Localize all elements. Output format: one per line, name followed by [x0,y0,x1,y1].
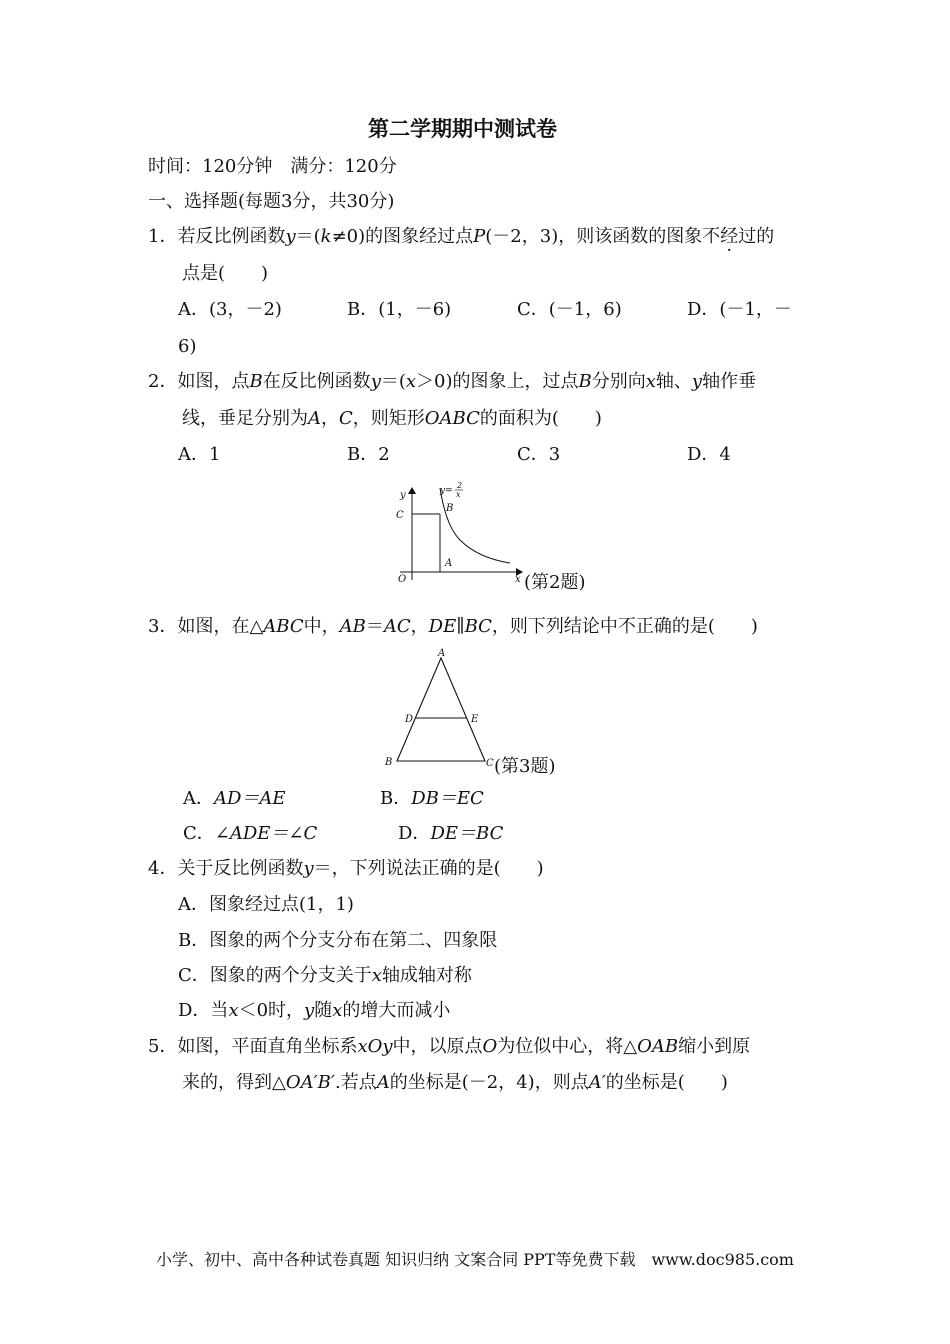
question-5-line-1: 5．如图，平面直角坐标系xOy中，以原点O为位似中心，将△OAB缩小到原 [148,1036,751,1057]
q4-option-d: D．当x＜0时，y随x的增大而减小 [178,1000,451,1021]
vertex-c-label: C [486,758,494,769]
q4-option-a: A．图象经过点(1，1) [178,894,354,915]
q3-caption: (第3题) [494,756,556,777]
origin-label: O [398,574,407,585]
vertex-d-label: D [405,714,414,725]
q3-option-c: C．∠ADE＝∠C [183,823,318,844]
x-label: x [515,574,521,585]
q2-option-b: B．2 [347,444,390,465]
q3-option-b: B．DB＝EC [380,788,484,809]
q4-option-c: C．图象的两个分支关于x轴成轴对称 [178,965,472,986]
q2-option-a: A．1 [178,444,221,465]
vertex-b-label: B [385,757,393,768]
vertex-a-label: A [438,648,446,659]
hyperbola-curve [440,488,510,563]
triangle-abc [397,658,485,761]
q4-option-b: B．图象的两个分支分布在第二、四象限 [178,930,498,951]
question-3-line-1: 3．如图，在△ABC中，AB＝AC，DE∥BC，则下列结论中不正确的是( ) [148,616,758,637]
page-title: 第二学期期中测试卷 [368,116,557,141]
func-lhs: y= [440,486,453,496]
q2-figure [390,478,530,588]
point-b-label: B [446,503,454,514]
point-c-label: C [396,510,404,521]
question-4-line-1: 4．关于反比例函数y＝，下列说法正确的是( ) [148,858,544,879]
question-5-line-2: 来的，得到△OA′B′.若点A的坐标是(－2，4)，则点A′的坐标是( ) [182,1072,728,1093]
q1-option-b: B．(1，－6) [347,299,452,320]
vertex-e-label: E [471,714,479,725]
q3-option-d: D．DE＝BC [398,823,504,844]
q2-option-d: D．4 [687,444,731,465]
emphasis-text: 不经过 [702,226,757,247]
section-heading: 一、选择题(每题3分，共30分) [148,191,395,212]
q2-caption: (第2题) [524,572,586,593]
q3-figure [382,645,502,770]
point-a-label: A [445,558,453,569]
exam-meta: 时间：120分钟 满分：120分 [148,156,397,177]
q3-option-a: A．AD＝AE [183,788,286,809]
q1-option-a: A．(3，－2) [178,299,282,320]
func-den: x [456,490,461,499]
q1-option-c: C．(－1，6) [517,299,622,320]
page-footer: 小学、初中、高中各种试卷真题 知识归纳 文案合同 PPT等免费下载 www.doc985.com [156,1250,794,1269]
question-1-line-2: 点是( ) [182,263,269,284]
q2-option-c: C．3 [517,444,561,465]
q1-option-d: D．(－1，－ [687,299,792,320]
question-2-line-2: 线，垂足分别为A，C，则矩形OABC的面积为( ) [182,408,602,429]
y-label: y [400,490,406,501]
question-2-line-1: 2．如图，点B在反比例函数y＝(x＞0)的图象上，过点B分别向x轴、y轴作垂 [148,371,757,392]
question-1-line-1: 1．若反比例函数y＝(k≠0)的图象经过点P(－2，3)，则该函数的图象不经过的 [148,226,775,247]
q1-option-d-cont: 6) [178,336,197,357]
func-num: 2 [457,481,463,490]
